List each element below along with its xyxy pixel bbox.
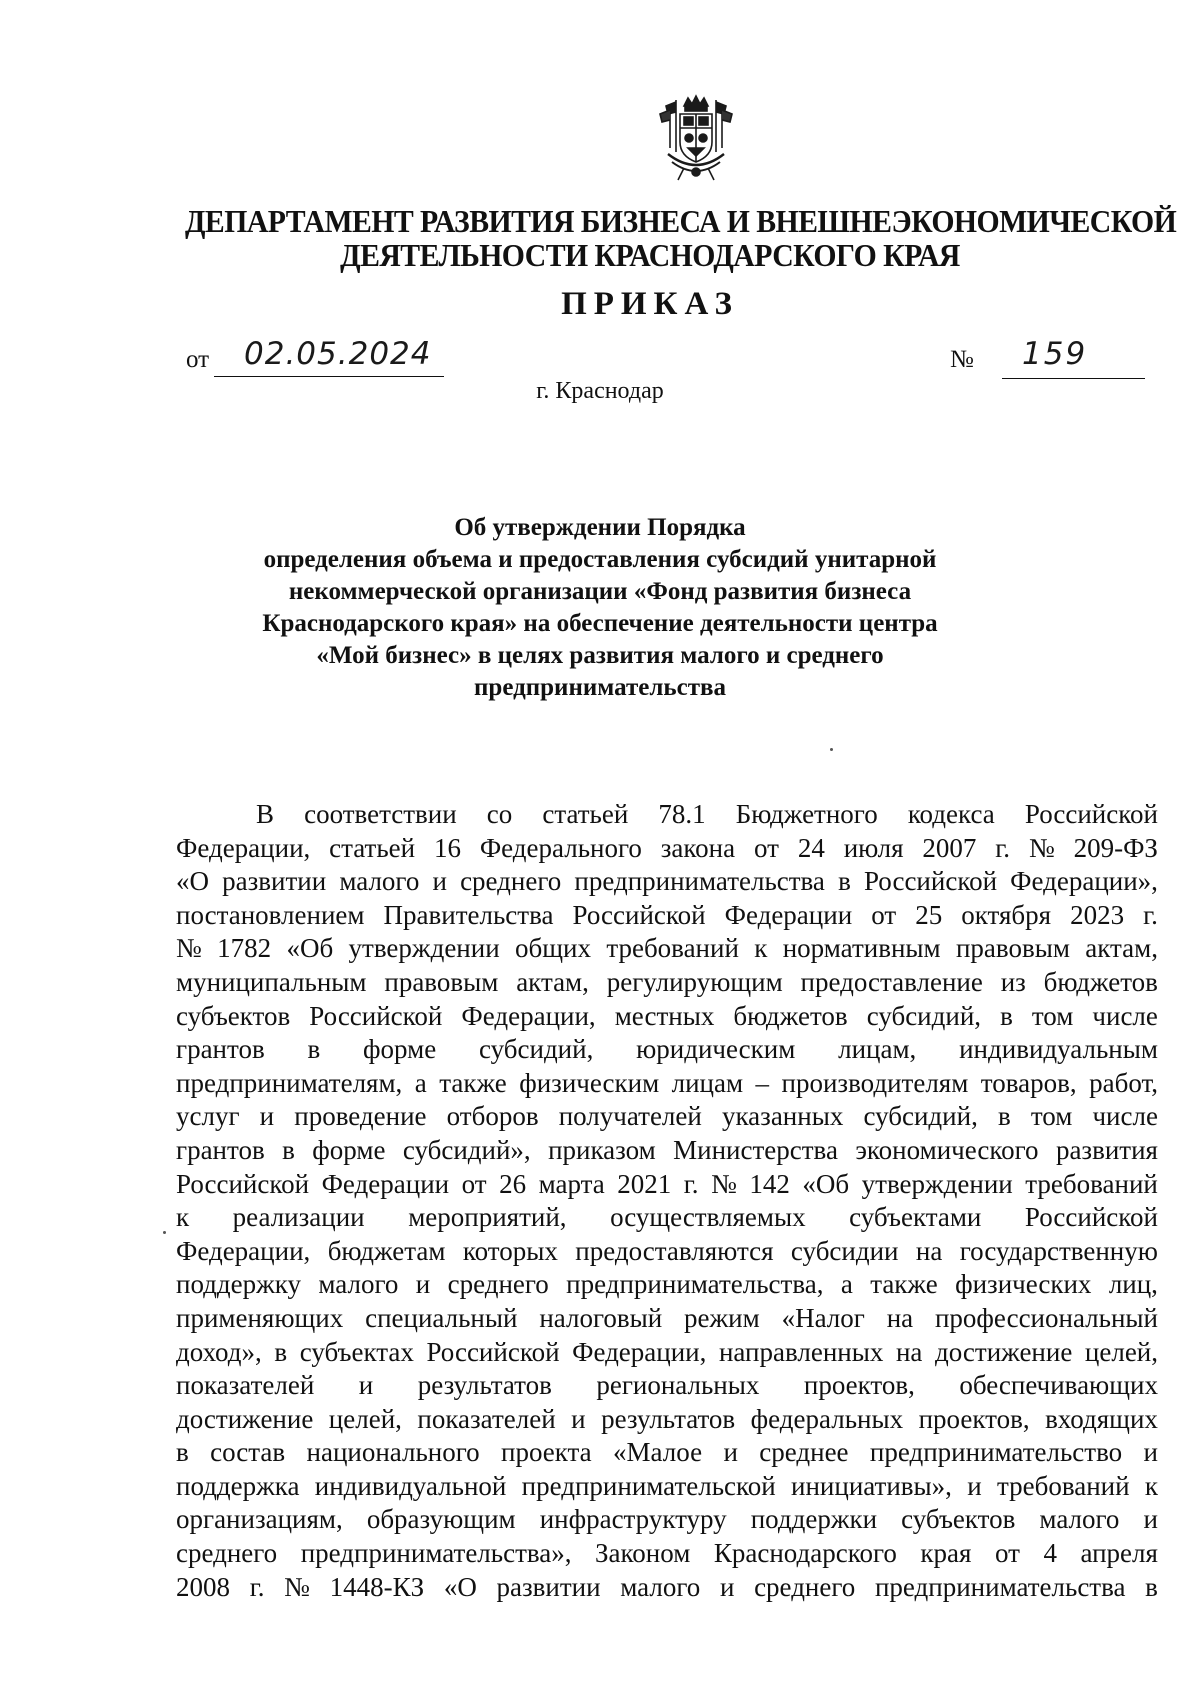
document-type-title: ПРИКАЗ bbox=[561, 286, 739, 322]
date-underline bbox=[214, 376, 444, 377]
body-line: поддержка индивидуальной предпринимательской инициативы», и требований к bbox=[176, 1470, 1158, 1501]
body-line: № 1782 «Об утверждении общих требований к нормативным правовым актам, bbox=[176, 933, 1158, 964]
department-name bbox=[185, 203, 1177, 273]
subject-line: предпринимательства bbox=[474, 674, 726, 701]
body-line: Российской Федерации от 26 марта 2021 г. № 142 «Об утверждении требований bbox=[176, 1168, 1158, 1199]
department-line-2: ДЕЯТЕЛЬНОСТИ КРАСНОДАРСКОГО КРАЯ bbox=[340, 237, 960, 273]
department-line-1: ДЕПАРТАМЕНТ РАЗВИТИЯ БИЗНЕСА И ВНЕШНЕЭКОНОМИЧЕСКОЙ bbox=[185, 203, 1177, 239]
subject-line: определения объема и предоставления субсидий унитарной bbox=[263, 546, 937, 573]
scan-speck bbox=[830, 748, 833, 751]
body-line: доход», в субъектах Российской Федерации, направленных на достижение целей, bbox=[176, 1336, 1158, 1367]
body-line: муниципальным правовым актам, регулирующим предоставление из бюджетов bbox=[176, 966, 1158, 997]
body-line: В соответствии со статьей 78.1 Бюджетного кодекса Российской bbox=[256, 799, 1158, 829]
subject-line: Краснодарского края» на обеспечение деятельности центра bbox=[262, 610, 938, 637]
city-name: г. Краснодар bbox=[536, 378, 664, 404]
body-line: 2008 г. № 1448-КЗ «О развитии малого и среднего предпринимательства в bbox=[176, 1571, 1158, 1602]
body-line: Федерации, статьей 16 Федерального закона от 24 июля 2007 г. № 209-ФЗ bbox=[176, 832, 1158, 863]
body-line: показателей и результатов региональных проектов, обеспечивающих bbox=[176, 1370, 1158, 1401]
order-subject-title bbox=[200, 512, 1000, 704]
body-line: услуг и проведение отборов получателей указанных субсидий, в том числе bbox=[176, 1101, 1158, 1132]
body-line: грантов в форме субсидий, юридическим лицам, индивидуальным bbox=[176, 1034, 1158, 1065]
body-line: постановлением Правительства Российской Федерации от 25 октября 2023 г. bbox=[176, 899, 1158, 930]
body-line: предпринимателям, а также физическим лицам – производителям товаров, работ, bbox=[176, 1067, 1158, 1098]
body-line: «О развитии малого и среднего предпринимательства в Российской Федерации», bbox=[176, 866, 1158, 897]
body-line: в состав национального проекта «Малое и среднее предпринимательство и bbox=[176, 1437, 1158, 1468]
body-line: организациям, образующим инфраструктуру поддержки субъектов малого и bbox=[176, 1504, 1158, 1535]
coat-of-arms-icon bbox=[654, 92, 738, 184]
body-line: Федерации, бюджетам которых предоставляются субсидии на государственную bbox=[176, 1235, 1158, 1266]
handwritten-number: 159 bbox=[1022, 336, 1088, 372]
subject-line: некоммерческой организации «Фонд развития бизнеса bbox=[288, 578, 912, 605]
body-line: грантов в форме субсидий», приказом Министерства экономического развития bbox=[176, 1134, 1158, 1165]
body-line: применяющих специальный налоговый режим «Налог на профессиональный bbox=[176, 1302, 1158, 1333]
body-line: достижение целей, показателей и результатов федеральных проектов, входящих bbox=[176, 1403, 1158, 1434]
handwritten-date: 02.05.2024 bbox=[244, 336, 432, 372]
subject-line: Об утверждении Порядка bbox=[454, 514, 746, 541]
body-line: к реализации мероприятий, осуществляемых субъектами Российской bbox=[176, 1202, 1158, 1233]
body-line: поддержку малого и среднего предпринимательства, а также физических лиц, bbox=[176, 1269, 1158, 1300]
subject-line: «Мой бизнес» в целях развития малого и среднего bbox=[316, 642, 884, 669]
number-prefix: № bbox=[950, 346, 974, 373]
date-prefix: от bbox=[186, 346, 210, 373]
number-underline bbox=[1002, 378, 1145, 379]
body-line: субъектов Российской Федерации, местных бюджетов субсидий, в том числе bbox=[176, 1000, 1158, 1031]
order-body-paragraph bbox=[176, 798, 1158, 1604]
body-line: среднего предпринимательства», Законом Краснодарского края от 4 апреля bbox=[176, 1538, 1158, 1569]
scan-speck bbox=[163, 1231, 166, 1234]
